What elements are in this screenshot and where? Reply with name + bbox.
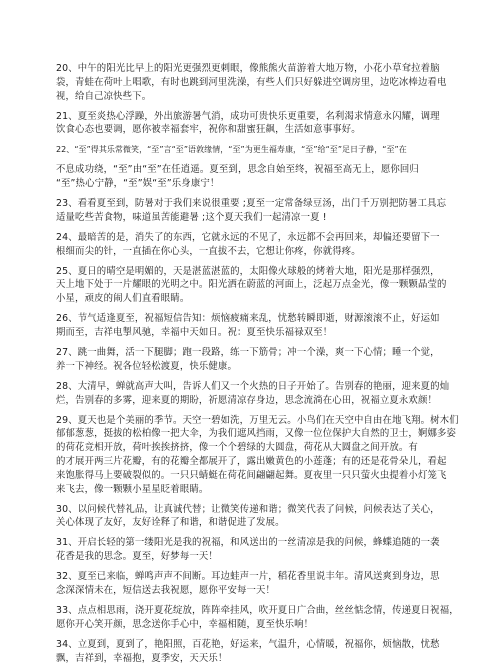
paragraph-line: 愿你开心笑开颜，思念送你手心中，幸福相随，夏至快乐响！ — [56, 618, 314, 630]
paragraph-line: 20、中午的阳光比早上的阳光更强烈更刺眼，像熊熊火苗游着大地万物，小花小草耷拉着脑 — [56, 63, 440, 74]
paragraph-line: 22、“至”得其乐常微笑，“至”言“至”语敦缘情，“至”为更生福寿康，“至”给“至”足日子静，“至”在 — [56, 145, 407, 155]
paragraph-entry — [56, 197, 476, 225]
paragraph-line: 关心体现了友好，友好诠释了和谐，和谐促进了发展。 — [56, 517, 285, 529]
paragraph-line: 小星，顽皮的闹人们直看眼睛。 — [56, 293, 190, 305]
paragraph-line: 32、夏至已来临，蝉鸣声声不间断。耳边蛙声一片，稻花香里说丰年。清风送爽到身边，思 — [56, 571, 440, 583]
paragraph-line: 27、跳一曲舞，活一下腿脚；跑一段路，练一下筋骨；冲一个澡，爽一下心情；睡一个觉， — [56, 347, 440, 359]
paragraph-line: 的才展开两三片花瓣，有的花瓣全都展开了，露出嫩黄色的小莲蓬；有的还是花骨朵儿，看起 — [56, 456, 447, 467]
paragraph-entry — [56, 143, 476, 157]
paragraph-line: 来飞去，像一颗颗小星星眨着眼睛。 — [56, 483, 209, 495]
paragraph-line: 郁郁葱葱，挺拔的松柏像一把大伞，为我们遮风挡雨，又像一位位保护大自然的卫士，婀娜多姿 — [56, 428, 457, 440]
paragraph-line: 的荷花竞相开放，荷叶挨挨挤挤，像一个个碧绿的大圆盘，荷花从大圆盘之间开放。有 — [56, 442, 418, 454]
paragraph-line: 29、夏天也是个美丽的季节。天空一碧如洗，万里无云。小鸟们在天空中自由在地飞翔。树木们 — [56, 414, 459, 426]
paragraph-entry — [56, 110, 476, 138]
paragraph-entry — [56, 604, 476, 632]
paragraph-line: 念深深情未在，短信送去我祝愿，愿你平安每一天！ — [56, 584, 276, 596]
paragraph-line: 25、夏日的晴空是明媚的，天是湛蓝湛蓝的，太阳像火球般的烤着大地，阳光是那样强烈， — [56, 265, 440, 277]
paragraph-line: 期而至，吉祥电掣风驰，幸福中天如日。祝：夏至快乐福禄双至！ — [56, 327, 333, 339]
paragraph-line: 33、点点相思雨，浇开夏花绽放，阵阵牵挂风，吹开夏日广合曲，丝丝惦念情，传递夏日祝福， — [56, 604, 459, 616]
paragraph-entry — [56, 163, 476, 191]
paragraph-line: 23、看看夏至到，防暑对于我们来说很重要 ;夏至一定常备绿豆汤，出门千万别把防暑工具忘 — [56, 198, 447, 210]
paragraph-line: 养一下神经。祝各位轻松渡夏，快乐健康。 — [56, 360, 237, 372]
paragraph-line: 袋，青蛙在荷叶上唱歌，有时也跳到河里洗澡，有些人们只好躲进空调房里，边吃冰棒边看电 — [56, 76, 447, 88]
paragraph-line: 天上地下处于一片耀眼的光明之中。阳光洒在蔚蓝的河面上，泛起万点金光，像一颗颗晶莹的 — [56, 279, 447, 291]
paragraph-entry — [56, 536, 476, 564]
paragraph-line: 21、夏至炎热心浮躁，外出旅游暑气消，成功可贵快乐更重要，名利渴求情意永闪耀，调理 — [56, 110, 440, 122]
paragraph-line: 适量吃些苦食物，味道虽苦能避暑 ;这个夏天我们一起清凉一夏 ! — [56, 211, 327, 223]
paragraph-line: 饮食心态也要调，愿你被幸福套牢，祝你和甜蜜狂飙，生活如意事事好。 — [56, 124, 361, 136]
paragraph-entry — [56, 346, 476, 374]
paragraph-entry — [56, 503, 476, 531]
paragraph-entry — [56, 380, 476, 408]
paragraph-line: “至”热心宁静，“至”娱“至”乐身康宁！ — [56, 178, 220, 190]
paragraph-line: 根细而尖的针，一直插在你心头，一直拔不去，它想让你疼，你就得疼。 — [56, 245, 361, 257]
paragraph-entry — [56, 231, 476, 259]
paragraph-line: 视，给自己凉快些下。 — [56, 90, 152, 102]
paragraph-entry — [56, 62, 476, 103]
paragraph-line: 花香是我的思念。夏至，好梦每一天！ — [56, 551, 218, 563]
paragraph-line: 飘，吉祥到，幸福抱，夏季安，天天乐！ — [56, 652, 228, 664]
paragraph-entry — [56, 312, 476, 340]
paragraph-line: 31、开启长轻的第一缕阳光是我的祝福，和风送出的一丝清凉是我的问候，蜂蝶追随的一袭 — [56, 537, 440, 549]
paragraph-entry — [56, 638, 476, 666]
paragraph-entry — [56, 414, 476, 497]
paragraph-line: 烂，告别春的多雾，迎来夏的期盼，祈愿清凉存身边，思念流淌在心田，祝福立夏永欢颜！ — [56, 394, 438, 406]
paragraph-line: 34、立夏到，夏到了，艳阳照，百花艳，好运来，气温升，心情暖，祝福你，烦恼散，忧愁 — [56, 638, 440, 650]
paragraph-line: 24、最暗苦的是，消失了的东西，它就永远的不见了，永远都不会再回来，却偏还要留下一 — [56, 231, 440, 243]
paragraph-entry — [56, 570, 476, 598]
paragraph-line: 30、以问候代替礼品，让真诚代替；让微笑传递和谐；微笑代表了问候，问候表达了关心， — [56, 503, 440, 515]
paragraph-line: 28、大清早，蝉就高声大叫，告诉人们又一个火热的日子开始了。告别春的艳丽，迎来夏的灿 — [56, 380, 450, 392]
paragraph-line: 26、节气适逢夏至，祝福短信告知：烦恼疲痛来乱，忧愁转瞬即逝，财源滚滚不止，好运如 — [56, 313, 440, 325]
paragraph-entry — [56, 265, 476, 306]
paragraph-line: 不息成功绕，“至”由“至”在任逍遥。夏至到，思念自始至终，祝福至高无上，愿你回归 — [56, 164, 419, 176]
paragraph-line: 来饱胀得马上要破裂似的。一只只蜻蜓在荷花间翩翩起舞。夏夜里一只只萤火虫提着小灯笼飞 — [56, 469, 447, 481]
document-page — [56, 62, 476, 671]
